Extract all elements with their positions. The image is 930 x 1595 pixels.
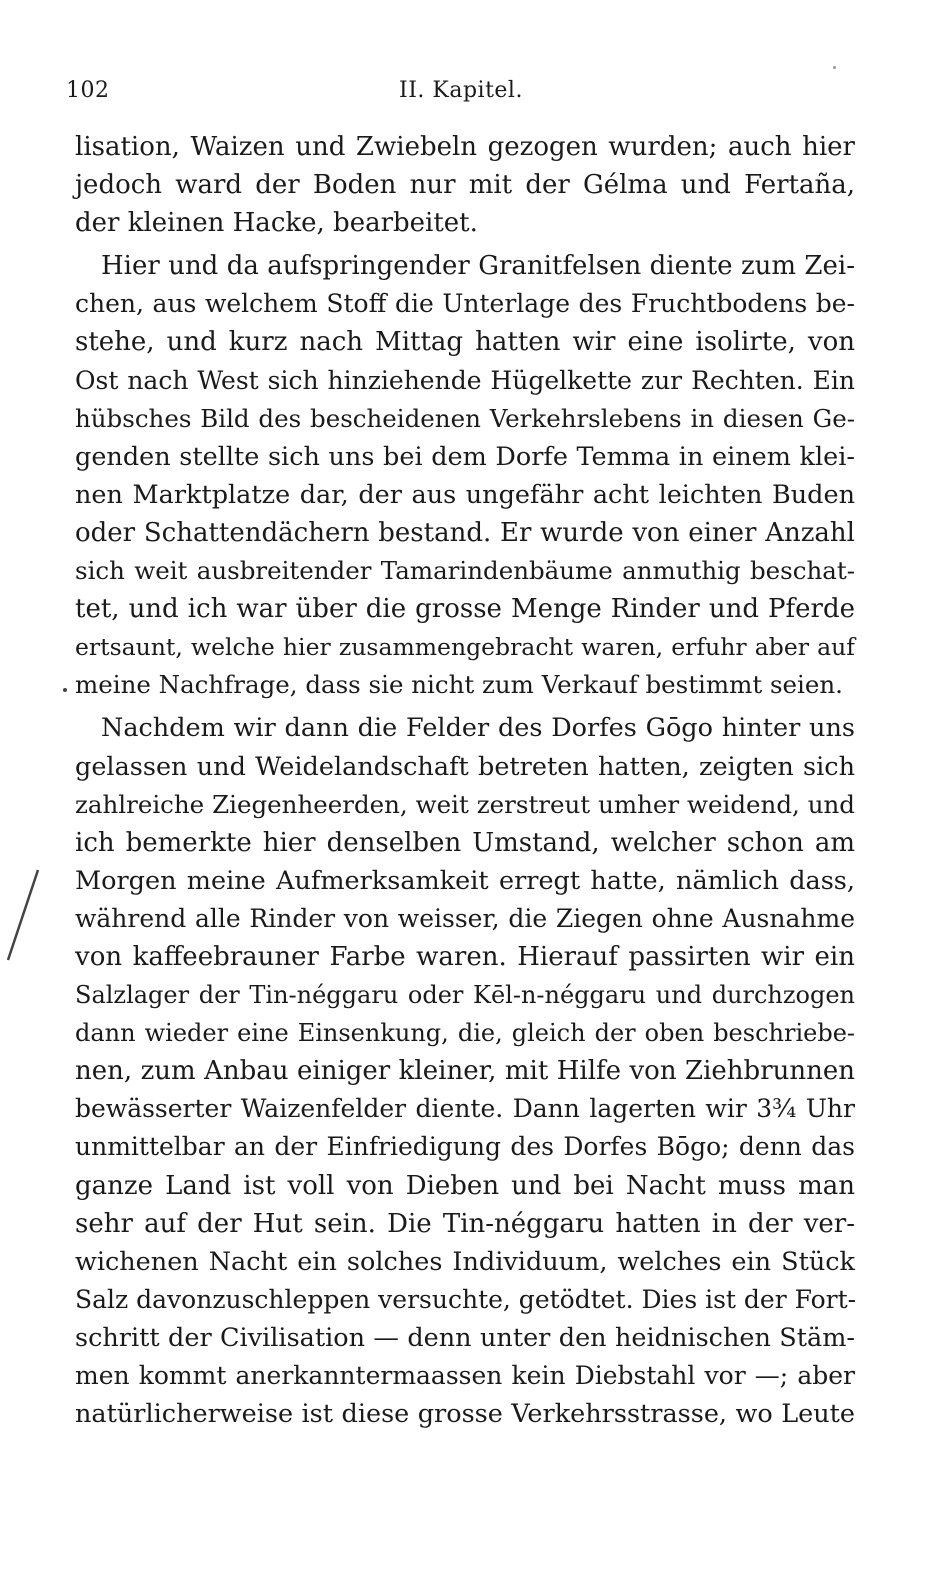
text-line: Morgen meine Aufmerksamkeit erregt hatte, nämlich dass, (75, 865, 855, 896)
text-line: unmittelbar an der Einfriedigung des Dorfes Bōgo; denn das (75, 1132, 855, 1162)
text-line: natürlicherweise ist diese grosse Verkehrsstrasse, wo Leute (75, 1399, 855, 1430)
text-line: tet, und ich war über die grosse Menge Rinder und Pferde (75, 594, 855, 625)
page-number: 102 (66, 78, 110, 103)
text-line: ganze Land ist voll von Dieben und bei Nacht muss man (75, 1170, 855, 1201)
text-line: Nachdem wir dann die Felder des Dorfes Gōgo hinter uns (101, 713, 855, 744)
text-line: oder Schattendächern bestand. Er wurde von einer Anzahl (75, 517, 855, 548)
text-line: men kommt anerkanntermaassen kein Diebstahl vor —; aber (75, 1361, 855, 1390)
text-line: sehr auf der Hut sein. Die Tin-néggaru hatten in der ver- (75, 1208, 855, 1239)
text-line: nen Marktplatze dar, der aus ungefähr acht leichten Buden (75, 479, 855, 510)
text-line: Salzlager der Tin-néggaru oder Kēl-n-néggaru und durchzogen (75, 981, 855, 1010)
text-line: lisation, Waizen und Zwiebeln gezogen wurden; auch hier (75, 132, 855, 162)
text-line: Salz davonzuschleppen versuchte, getödtet. Dies ist der Fort- (75, 1284, 857, 1314)
text-line: Hier und da aufspringender Granitfelsen diente zum Zei- (101, 251, 855, 282)
text-line: ertsaunt, welche hier zusammengebracht waren, erfuhr aber auf (75, 633, 855, 662)
text-line: von kaffeebrauner Farbe waren. Hierauf passirten wir ein (75, 941, 855, 972)
text-line: wichenen Nacht ein solches Individuum, welches ein Stück (75, 1246, 855, 1277)
text-line: dann wieder eine Einsenkung, die, gleich der oben beschriebe- (75, 1019, 855, 1048)
text-line: bewässerter Waizenfelder diente. Dann lagerten wir 3¾ Uhr (75, 1094, 855, 1124)
text-line: schritt der Civilisation — denn unter den heidnischen Stäm- (75, 1322, 855, 1353)
text-line: hübsches Bild des bescheidenen Verkehrslebens in diesen Ge- (75, 403, 855, 433)
text-line: sich weit ausbreitender Tamarindenbäume anmuthig beschat- (75, 556, 855, 586)
text-line: jedoch ward der Boden nur mit der Gélma und Fertaña, (75, 170, 855, 201)
running-head: II. Kapitel. (399, 78, 523, 103)
text-line: gelassen und Weidelandschaft betreten hatten, zeigten sich (75, 751, 855, 782)
text-line: Ost nach West sich hinziehende Hügelkette zur Rechten. Ein (75, 365, 855, 395)
text-line: während alle Rinder von weisser, die Ziegen ohne Ausnahme (75, 903, 855, 933)
text-line: meine Nachfrage, dass sie nicht zum Verkauf bestimmt seien. (75, 670, 843, 700)
text-line: der kleinen Hacke, bearbeitet. (75, 208, 478, 239)
text-line: ich bemerkte hier denselben Umstand, welcher schon am (75, 827, 855, 858)
text-line: zahlreiche Ziegenheerden, weit zerstreut umher weidend, und (75, 789, 855, 819)
text-line: genden stellte sich uns bei dem Dorfe Temma in einem klei- (75, 441, 855, 472)
text-line: stehe, und kurz nach Mittag hatten wir eine isolirte, von (75, 327, 855, 358)
text-line: chen, aus welchem Stoff die Unterlage des Fruchtbodens be- (75, 289, 855, 319)
text-line: nen, zum Anbau einiger kleiner, mit Hilfe von Ziehbrunnen (75, 1056, 855, 1087)
